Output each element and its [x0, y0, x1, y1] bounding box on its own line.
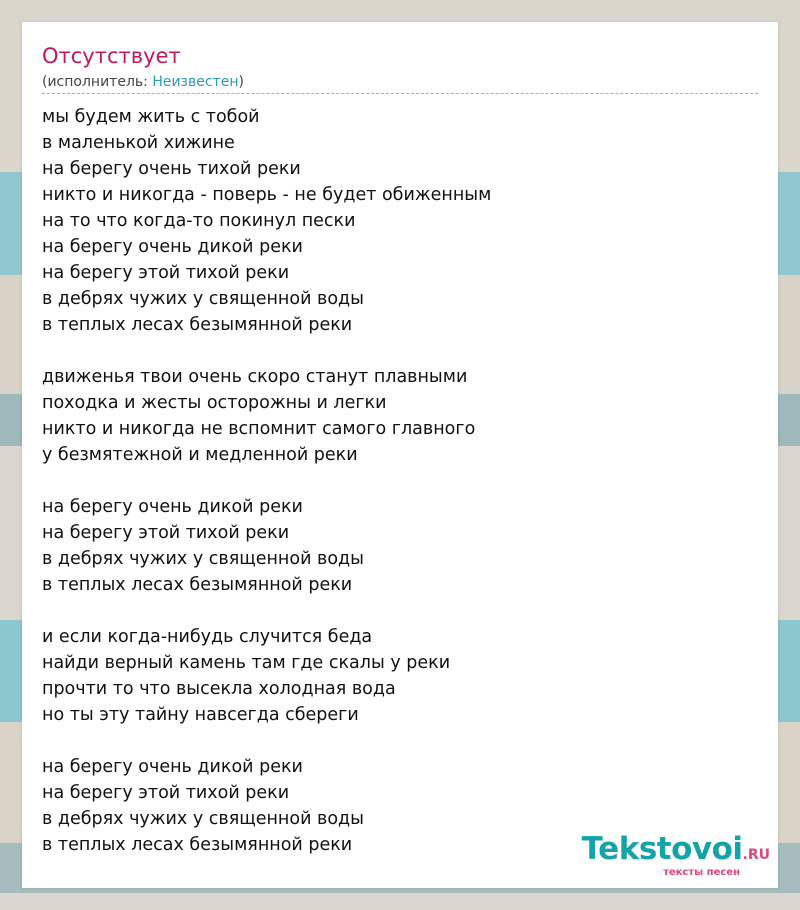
lyric-line: походка и жесты осторожны и легки [42, 393, 387, 413]
logo-wordmark [581, 831, 770, 870]
artist-suffix: ) [238, 74, 244, 90]
lyric-line: на берегу очень дикой реки [42, 497, 303, 517]
lyric-line: в дебрях чужих у священной воды [42, 549, 364, 569]
lyric-line: в теплых лесах безымянной реки [42, 575, 353, 595]
lyric-line: в теплых лесах безымянной реки [42, 315, 353, 335]
lyric-line: найди верный камень там где скалы у реки [42, 653, 451, 673]
stanza-break [42, 728, 758, 754]
stanza-break [42, 468, 758, 494]
title-divider [42, 93, 758, 94]
song-title: Отсутствует [42, 44, 181, 68]
stanza-break [42, 598, 758, 624]
lyric-line: у безмятежной и медленной реки [42, 445, 358, 465]
lyric-line: в теплых лесах безымянной реки [42, 835, 353, 855]
lyric-line: на берегу очень дикой реки [42, 757, 303, 777]
lyric-line: в дебрях чужих у священной воды [42, 809, 364, 829]
lyric-line: и если когда-нибудь случится беда [42, 627, 373, 647]
stanza-break [42, 338, 758, 364]
lyric-line: на то что когда-то покинул пески [42, 211, 356, 231]
logo-tld: .RU [742, 847, 770, 863]
artist-link[interactable]: Неизвестен [152, 74, 239, 90]
lyric-line: на берегу этой тихой реки [42, 523, 290, 543]
lyric-line: в дебрях чужих у священной воды [42, 289, 364, 309]
lyric-line: прочти то что высекла холодная вода [42, 679, 396, 699]
site-logo[interactable] [581, 831, 770, 878]
lyrics-text [42, 104, 758, 858]
lyrics-card [22, 22, 778, 888]
lyric-line: мы будем жить с тобой [42, 107, 260, 127]
lyric-line: на берегу этой тихой реки [42, 263, 290, 283]
artist-prefix: (исполнитель: [42, 74, 153, 90]
lyric-line: но ты эту тайну навсегда сбереги [42, 705, 359, 725]
lyric-line: движенья твои очень скоро станут плавными [42, 367, 468, 387]
artist-line [42, 72, 244, 92]
logo-tagline: тексты песен [663, 867, 740, 878]
lyric-line: на берегу очень тихой реки [42, 159, 301, 179]
lyric-line: на берегу этой тихой реки [42, 783, 290, 803]
lyric-line: никто и никогда не вспомнит самого главного [42, 419, 476, 439]
logo-name: Tekstovoi [581, 831, 743, 867]
lyric-line: никто и никогда - поверь - не будет обиженным [42, 185, 492, 205]
lyric-line: на берегу очень дикой реки [42, 237, 303, 257]
lyric-line: в маленькой хижине [42, 133, 235, 153]
